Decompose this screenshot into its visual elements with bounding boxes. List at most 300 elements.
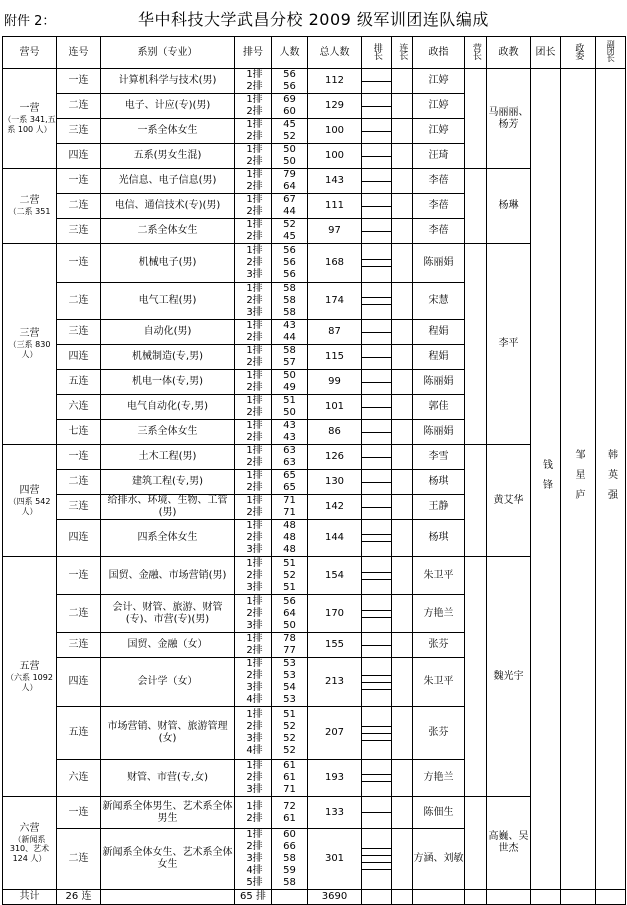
company-row — [3, 69, 626, 94]
leader-lines — [362, 806, 391, 819]
platoon-leader-cell — [362, 69, 392, 94]
battalion-name: 三营 — [19, 328, 40, 340]
leader-line — [362, 100, 391, 107]
company-commander-cell — [392, 69, 413, 94]
company-commander-cell — [392, 94, 413, 119]
platoon-count: 44 — [283, 332, 296, 343]
platoon-count: 48 — [283, 520, 296, 531]
count-cell — [272, 345, 308, 370]
platoon-count: 58 — [283, 307, 296, 318]
company-total: 142 — [308, 495, 362, 520]
platoon-leader-cell — [362, 94, 392, 119]
platoon-label: 1排 — [246, 829, 263, 840]
platoon-count: 52 — [283, 721, 296, 732]
leader-line — [362, 408, 391, 414]
political-instructor: 王静 — [413, 495, 465, 520]
company-total: 143 — [308, 169, 362, 194]
platoon-label: 4排 — [246, 694, 263, 705]
platoon-count: 71 — [283, 495, 296, 506]
company-total: 100 — [308, 144, 362, 169]
battalion-name: 五营 — [19, 660, 40, 672]
platoon-count: 50 — [283, 156, 296, 167]
leader-line — [362, 383, 391, 389]
platoon-cell — [235, 320, 272, 345]
platoon-count: 56 — [283, 81, 296, 92]
department-cell: 二系全体女生 — [101, 219, 235, 244]
platoon-cell — [235, 345, 272, 370]
battalion-commander-cell — [465, 445, 487, 557]
count-cell — [272, 520, 308, 557]
platoon-cell — [235, 633, 272, 658]
department-cell: 计算机科学与技术(男) — [101, 69, 235, 94]
platoon-count: 51 — [283, 709, 296, 720]
leader-line — [362, 267, 391, 273]
company-total: 207 — [308, 707, 362, 760]
total-label: 共计 — [3, 890, 57, 905]
platoon-cell — [235, 445, 272, 470]
platoon-cell — [235, 219, 272, 244]
column-header — [465, 37, 487, 69]
count-cell — [272, 370, 308, 395]
column-header-label: 政教 — [498, 46, 519, 58]
leader-line — [362, 604, 391, 611]
platoon-leader-cell — [362, 395, 392, 420]
platoon-count: 51 — [283, 557, 296, 569]
platoon-label: 2排 — [246, 532, 263, 543]
platoon-leader-cell — [362, 557, 392, 595]
company-number: 一连 — [57, 69, 101, 94]
battalion-commander-cell — [465, 797, 487, 890]
platoon-label: 2排 — [246, 407, 263, 418]
platoon-label: 1排 — [246, 495, 263, 506]
platoon-leader-cell — [362, 829, 392, 890]
platoon-count: 52 — [283, 569, 296, 581]
platoon-count: 63 — [283, 457, 296, 468]
department-cell: 电气自动化(专,男) — [101, 395, 235, 420]
regiment-commissar — [561, 69, 596, 890]
platoon-count: 71 — [283, 784, 296, 795]
platoon-leader-cell — [362, 495, 392, 520]
company-commander-cell — [392, 320, 413, 345]
count-cell — [272, 244, 308, 283]
company-commander-cell — [392, 119, 413, 144]
platoon-label: 2排 — [246, 645, 263, 656]
platoon-label: 3排 — [246, 269, 263, 280]
platoon-cell — [235, 470, 272, 495]
political-instructor: 陈佃生 — [413, 797, 465, 829]
platoon-count: 61 — [283, 772, 296, 783]
platoon-label: 1排 — [246, 800, 263, 812]
column-header — [235, 37, 272, 69]
battalion-commander-cell — [465, 69, 487, 169]
platoon-cell — [235, 283, 272, 320]
company-number: 二连 — [57, 829, 101, 890]
platoon-count: 60 — [283, 106, 296, 117]
leader-line — [362, 376, 391, 383]
leader-line — [362, 535, 391, 542]
leader-line — [362, 225, 391, 232]
platoon-label: 3排 — [246, 307, 263, 318]
leader-line — [362, 646, 391, 652]
platoon-count: 63 — [283, 445, 296, 456]
political-instructor: 程娟 — [413, 345, 465, 370]
leader-line — [362, 806, 391, 813]
company-number: 二连 — [57, 283, 101, 320]
leader-lines — [362, 100, 391, 113]
column-header-label: 系别（专业） — [137, 46, 198, 58]
leader-line — [362, 849, 391, 856]
platoon-cell — [235, 169, 272, 194]
leader-line — [362, 291, 391, 298]
platoon-count: 56 — [283, 69, 296, 80]
platoon-count: 78 — [283, 633, 296, 644]
platoon-count: 56 — [283, 245, 296, 256]
leader-line — [362, 182, 391, 188]
company-total: 170 — [308, 595, 362, 633]
platoon-label: 2排 — [246, 382, 263, 393]
political-instructor: 张芬 — [413, 707, 465, 760]
leader-line — [362, 542, 391, 548]
department-cell: 电信、通信技术(专)(男) — [101, 194, 235, 219]
leader-line — [362, 175, 391, 182]
platoon-count: 50 — [283, 407, 296, 418]
platoon-label: 1排 — [246, 633, 263, 644]
battalion-name: 六营 — [19, 822, 40, 834]
platoon-label: 3排 — [246, 733, 263, 744]
platoon-label: 1排 — [246, 320, 263, 331]
platoon-count: 59 — [283, 865, 296, 876]
battalion-instructor: 黄艾华 — [487, 445, 531, 557]
column-header — [101, 37, 235, 69]
company-total: 155 — [308, 633, 362, 658]
company-commander-cell — [392, 345, 413, 370]
leader-lines — [362, 291, 391, 311]
count-cell — [272, 219, 308, 244]
count-cell — [272, 557, 308, 595]
platoon-label: 1排 — [246, 445, 263, 456]
leader-line — [362, 768, 391, 775]
leader-line — [362, 676, 391, 683]
company-total: 87 — [308, 320, 362, 345]
count-cell — [272, 144, 308, 169]
column-header-label: 团长 — [535, 46, 556, 58]
column-header — [413, 37, 465, 69]
company-total: 168 — [308, 244, 362, 283]
platoon-cell — [235, 244, 272, 283]
battalion-commander-cell — [465, 169, 487, 244]
regiment-commissar-name: 邹星庐 — [573, 449, 584, 509]
company-number: 二连 — [57, 595, 101, 633]
company-total: 97 — [308, 219, 362, 244]
leader-lines — [362, 768, 391, 788]
column-header-label: 连号 — [68, 46, 89, 58]
platoon-label: 2排 — [246, 507, 263, 518]
leader-lines — [362, 639, 391, 652]
battalion-note: （四系 542 人） — [8, 496, 51, 516]
platoon-count: 52 — [283, 733, 296, 744]
platoon-count: 58 — [283, 345, 296, 356]
company-commander-cell — [392, 420, 413, 445]
platoon-count: 72 — [283, 800, 296, 812]
company-commander-cell — [392, 470, 413, 495]
leader-line — [362, 639, 391, 646]
leader-line — [362, 75, 391, 82]
leader-line — [362, 333, 391, 339]
leader-lines — [362, 476, 391, 489]
platoon-count: 50 — [283, 619, 296, 631]
department-cell: 机电一体(专,男) — [101, 370, 235, 395]
political-instructor: 李蓓 — [413, 219, 465, 244]
political-instructor: 朱卫平 — [413, 658, 465, 707]
platoon-leader-cell — [362, 445, 392, 470]
total-companies: 26 连 — [57, 890, 101, 905]
platoon-label: 2排 — [246, 432, 263, 443]
political-instructor: 汪琦 — [413, 144, 465, 169]
regiment-deputy — [596, 69, 626, 890]
company-number: 三连 — [57, 219, 101, 244]
battalion-instructor: 李平 — [487, 244, 531, 445]
company-total: 100 — [308, 119, 362, 144]
department-cell: 机械制造(专,男) — [101, 345, 235, 370]
leader-lines — [362, 200, 391, 213]
leader-line — [362, 107, 391, 113]
company-commander-cell — [392, 495, 413, 520]
company-commander-cell — [392, 283, 413, 320]
column-header — [272, 37, 308, 69]
company-commander-cell — [392, 244, 413, 283]
company-commander-cell — [392, 169, 413, 194]
column-header — [57, 37, 101, 69]
leader-line — [362, 690, 391, 696]
company-commander-cell — [392, 707, 413, 760]
platoon-count: 52 — [283, 745, 296, 756]
platoon-count: 52 — [283, 219, 296, 230]
platoon-label: 1排 — [246, 370, 263, 381]
department-cell: 自动化(男) — [101, 320, 235, 345]
count-cell — [272, 119, 308, 144]
platoon-count: 50 — [283, 144, 296, 155]
leader-line — [362, 207, 391, 213]
platoon-label: 3排 — [246, 581, 263, 593]
company-commander-cell — [392, 829, 413, 890]
platoon-count: 48 — [283, 532, 296, 543]
leader-lines — [362, 669, 391, 696]
total-blank — [392, 890, 413, 905]
company-number: 一连 — [57, 169, 101, 194]
platoon-label: 2排 — [246, 670, 263, 681]
political-instructor: 江婷 — [413, 69, 465, 94]
political-instructor: 江婷 — [413, 119, 465, 144]
department-cell: 会计学（女） — [101, 658, 235, 707]
platoon-leader-cell — [362, 595, 392, 633]
leader-lines — [362, 720, 391, 747]
company-total: 130 — [308, 470, 362, 495]
platoon-label: 4排 — [246, 745, 263, 756]
company-commander-cell — [392, 370, 413, 395]
platoon-count: 61 — [283, 760, 296, 771]
leader-lines — [362, 326, 391, 339]
platoon-count: 52 — [283, 131, 296, 142]
platoon-label: 2排 — [246, 841, 263, 852]
company-commander-cell — [392, 144, 413, 169]
platoon-label: 3排 — [246, 544, 263, 555]
battalion-instructor: 马丽丽、杨芳 — [487, 69, 531, 169]
platoon-count: 53 — [283, 658, 296, 669]
company-total: 115 — [308, 345, 362, 370]
platoon-leader-cell — [362, 169, 392, 194]
column-header-label: 副团长 — [606, 40, 616, 61]
regiment-deputy-name: 韩英强 — [605, 449, 617, 509]
company-number: 三连 — [57, 633, 101, 658]
platoon-label: 2排 — [246, 772, 263, 783]
leader-line — [362, 573, 391, 580]
column-header-label: 总人数 — [319, 46, 350, 58]
platoon-label: 1排 — [246, 345, 263, 356]
department-cell: 给排水、环境、生物、工管(男) — [101, 495, 235, 520]
column-header-label: 营长 — [470, 42, 481, 59]
company-commander-cell — [392, 595, 413, 633]
count-cell — [272, 470, 308, 495]
leader-line — [362, 132, 391, 138]
leader-line — [362, 401, 391, 408]
platoon-label: 1排 — [246, 94, 263, 105]
department-cell: 机械电子(男) — [101, 244, 235, 283]
column-header — [561, 37, 596, 69]
leader-line — [362, 842, 391, 849]
leader-lines — [362, 842, 391, 876]
battalion-cell — [3, 797, 57, 890]
platoon-label: 1排 — [246, 245, 263, 256]
platoon-cell — [235, 829, 272, 890]
header-row — [3, 37, 626, 69]
platoon-label: 1排 — [246, 283, 263, 294]
leader-line — [362, 683, 391, 690]
column-header-label: 排长 — [371, 42, 382, 59]
battalion-commander-cell — [465, 244, 487, 445]
platoon-label: 1排 — [246, 144, 263, 155]
leader-line — [362, 863, 391, 870]
total-blank — [561, 890, 596, 905]
leader-line — [362, 508, 391, 514]
company-number: 四连 — [57, 144, 101, 169]
leader-lines — [362, 351, 391, 364]
platoon-count: 69 — [283, 94, 296, 105]
platoon-leader-cell — [362, 470, 392, 495]
battalion-cell — [3, 445, 57, 557]
department-cell: 五系(男女生混) — [101, 144, 235, 169]
leader-lines — [362, 125, 391, 138]
platoon-count: 45 — [283, 231, 296, 242]
count-cell — [272, 283, 308, 320]
battalion-note: （新闻系 310、艺术 124 人） — [9, 834, 50, 863]
platoon-cell — [235, 69, 272, 94]
platoon-label: 2排 — [246, 482, 263, 493]
political-instructor: 郭佳 — [413, 395, 465, 420]
platoon-leader-cell — [362, 219, 392, 244]
platoon-leader-cell — [362, 244, 392, 283]
platoon-count: 64 — [283, 181, 296, 192]
leader-lines — [362, 253, 391, 273]
platoon-cell — [235, 119, 272, 144]
column-header-label: 政指 — [428, 46, 449, 58]
count-cell — [272, 94, 308, 119]
company-total: 154 — [308, 557, 362, 595]
political-instructor: 张芬 — [413, 633, 465, 658]
company-number: 一连 — [57, 797, 101, 829]
column-header — [3, 37, 57, 69]
platoon-count: 53 — [283, 670, 296, 681]
leader-lines — [362, 225, 391, 238]
platoon-leader-cell — [362, 345, 392, 370]
battalion-note: （三系 830 人） — [8, 340, 51, 359]
platoon-count: 61 — [283, 812, 296, 824]
battalion-note: （一系 341,五系 100 人） — [3, 114, 56, 134]
total-platoons: 65 排 — [235, 890, 272, 905]
total-blank — [101, 890, 235, 905]
political-instructor: 李蓓 — [413, 194, 465, 219]
platoon-count: 56 — [283, 269, 296, 280]
page-title: 华中科技大学武昌分校 2009 级军训团连队编成 — [138, 10, 489, 29]
platoon-cell — [235, 760, 272, 797]
platoon-cell — [235, 370, 272, 395]
leader-line — [362, 232, 391, 238]
battalion-note: （二系 351 — [8, 207, 51, 217]
political-instructor: 方艳兰 — [413, 760, 465, 797]
company-commander-cell — [392, 520, 413, 557]
leader-line — [362, 870, 391, 876]
battalion-name: 一营 — [19, 102, 40, 114]
battalion-commander-cell — [465, 557, 487, 797]
leader-line — [362, 669, 391, 676]
leader-line — [362, 856, 391, 863]
platoon-count: 65 — [283, 470, 296, 481]
leader-line — [362, 528, 391, 535]
leader-line — [362, 611, 391, 618]
leader-lines — [362, 528, 391, 548]
total-blank — [596, 890, 626, 905]
company-total: 213 — [308, 658, 362, 707]
department-cell: 国贸、金融（女） — [101, 633, 235, 658]
platoon-count: 50 — [283, 370, 296, 381]
department-cell: 四系全体女生 — [101, 520, 235, 557]
platoon-leader-cell — [362, 144, 392, 169]
count-cell — [272, 495, 308, 520]
battalion-note: （六系 1092 人） — [6, 672, 53, 692]
count-cell — [272, 420, 308, 445]
platoon-label: 3排 — [246, 853, 263, 864]
battalion-instructor: 杨琳 — [487, 169, 531, 244]
company-commander-cell — [392, 760, 413, 797]
leader-lines — [362, 175, 391, 188]
regiment-commander-name: 钱锋 — [540, 459, 552, 499]
platoon-label: 3排 — [246, 784, 263, 795]
platoon-cell — [235, 658, 272, 707]
battalion-instructor: 魏光宇 — [487, 557, 531, 797]
department-cell: 会计、财管、旅游、财管(专)、市营(专)(男) — [101, 595, 235, 633]
platoon-leader-cell — [362, 194, 392, 219]
platoon-count: 51 — [283, 395, 296, 406]
column-header-label: 排号 — [243, 46, 263, 58]
platoon-count: 64 — [283, 607, 296, 619]
total-blank — [487, 890, 531, 905]
total-blank — [413, 890, 465, 905]
leader-line — [362, 483, 391, 489]
leader-line — [362, 125, 391, 132]
company-number: 二连 — [57, 194, 101, 219]
platoon-label: 1排 — [246, 470, 263, 481]
leader-line — [362, 150, 391, 157]
count-cell — [272, 395, 308, 420]
